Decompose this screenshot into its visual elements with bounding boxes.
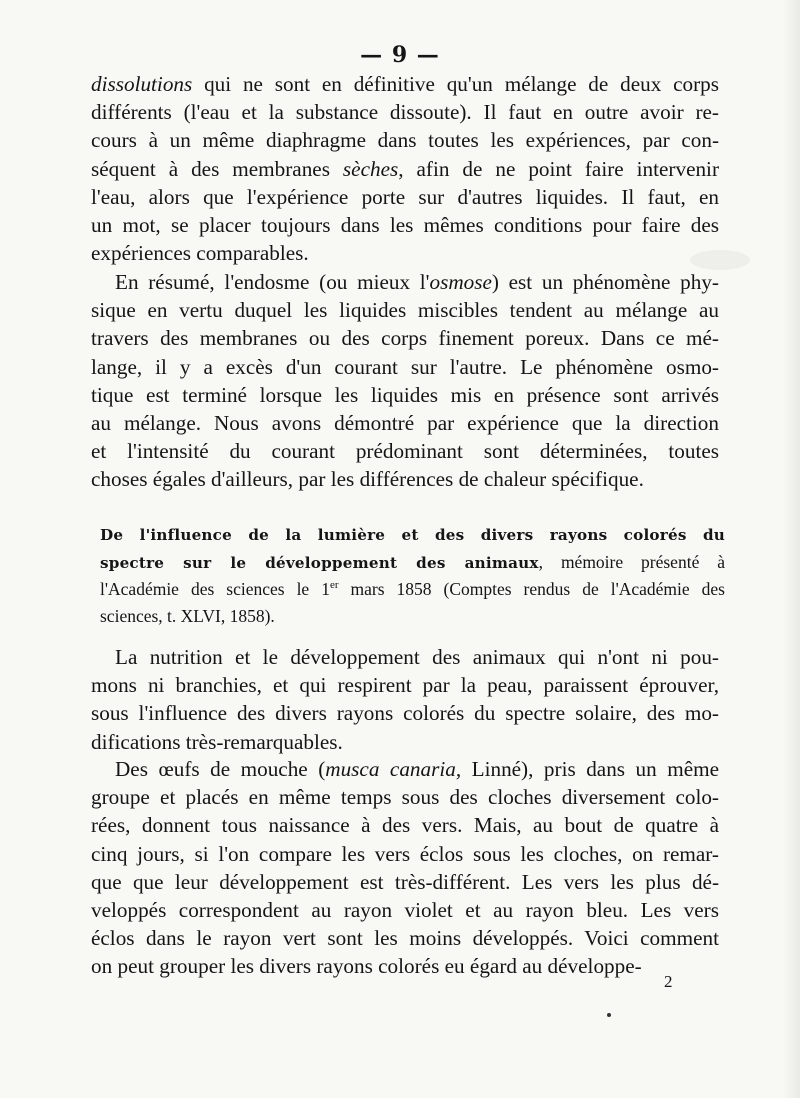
text-line: sous l'influence des divers rayons colorés du spectre solaire, des mo- (91, 701, 719, 726)
text-line: on peut grouper les divers rayons colorés eu égard au développe- (91, 954, 642, 979)
text-line: que que leur développement est très-différent. Les vers les plus dé- (91, 869, 719, 894)
text-line: différents (l'eau et la substance dissoute). Il faut en outre avoir re- (91, 100, 719, 125)
signature-mark: 2 (664, 972, 673, 991)
text-line: au mélange. Nous avons démontré par expérience que la direction (91, 411, 719, 436)
memoir-line (100, 576, 725, 603)
memoir-line: sciences, t. XLVI, 1858). (100, 605, 275, 626)
paragraph-1 (91, 70, 719, 267)
memoir-reference-note (100, 521, 725, 629)
text-line: Des œufs de mouche (musca canaria, Linné), pris dans un même (115, 757, 719, 781)
memoir-academie: l'Académie des sciences le 1 (100, 579, 330, 599)
text-line: rées, donnent tous naissance à des vers. Mais, au bout de quatre à (91, 813, 719, 838)
page-number: — 9 — (360, 42, 440, 68)
text-line: mons ni branchies, et qui respirent par la peau, paraissent éprouver, (91, 673, 719, 698)
text-line: tique est terminé lorsque les liquides mis en présence sont arrivés (91, 382, 719, 407)
memoir-description: , mémoire présenté à (538, 551, 725, 572)
paragraph-2-resume (91, 268, 719, 494)
text-line: et l'intensité du courant prédominant sont déterminées, toutes (91, 439, 719, 464)
text-line: lange, il y a excès d'un courant sur l'autre. Le phénomène osmo- (91, 354, 719, 379)
memoir-title-line (100, 521, 725, 549)
text-line: choses égales d'ailleurs, par les différences de chaleur spécifique. (91, 467, 644, 492)
text-line: dissolutions qui ne sont en définitive qu'un mélange de deux corps (91, 72, 719, 96)
memoir-title-continued: spectre sur le développement des animaux (100, 553, 539, 572)
memoir-date: mars 1858 (Comptes rendus de l'Académie des (338, 579, 725, 599)
text-line: veloppés correspondent au rayon violet et au rayon bleu. Les vers (91, 898, 719, 923)
ink-speck (607, 1013, 611, 1017)
text-line: un mot, se placer toujours dans les mêmes conditions pour faire des (91, 213, 719, 238)
italic-term: sèches (342, 156, 399, 181)
text-line: travers des membranes ou des corps finement poreux. Dans ce mé- (91, 326, 719, 351)
paragraph-4-oeufs (91, 755, 719, 981)
memoir-line (100, 549, 725, 577)
text-line: éclos dans le rayon vert sont les moins développés. Voici comment (91, 926, 719, 951)
italic-term: osmose (429, 270, 492, 294)
text-line: sique en vertu duquel les liquides miscibles tendent au mélange au (91, 298, 719, 323)
text-line: La nutrition et le développement des animaux qui n'ont ni pou- (115, 645, 719, 669)
italic-term: dissolutions (91, 72, 193, 96)
text-line: difications très-remarquables. (91, 729, 343, 754)
text-line: expériences comparables. (91, 241, 309, 266)
ordinal-superscript: er (329, 579, 339, 592)
italic-term: musca canaria, (325, 757, 462, 781)
text-line: cours à un même diaphragme dans toutes les expériences, par con- (91, 128, 719, 153)
text-line: En résumé, l'endosme (ou mieux l'osmose) est un phénomène phy- (115, 270, 719, 294)
paragraph-3-nutrition (91, 643, 719, 756)
text-line: l'eau, alors que l'expérience porte sur d'autres liquides. Il faut, en (91, 184, 719, 209)
text-line: séquent à des membranes sèches, afin de ne point faire intervenir (91, 156, 720, 181)
text-line: groupe et placés en même temps sous des cloches diversement colo- (91, 785, 719, 810)
page-edge-shadow (782, 0, 800, 1098)
memoir-title: De l'influence de la lumière et des divers rayons colorés du (100, 526, 725, 544)
text-line: cinq jours, si l'on compare les vers éclos sous les cloches, on remar- (91, 841, 719, 866)
